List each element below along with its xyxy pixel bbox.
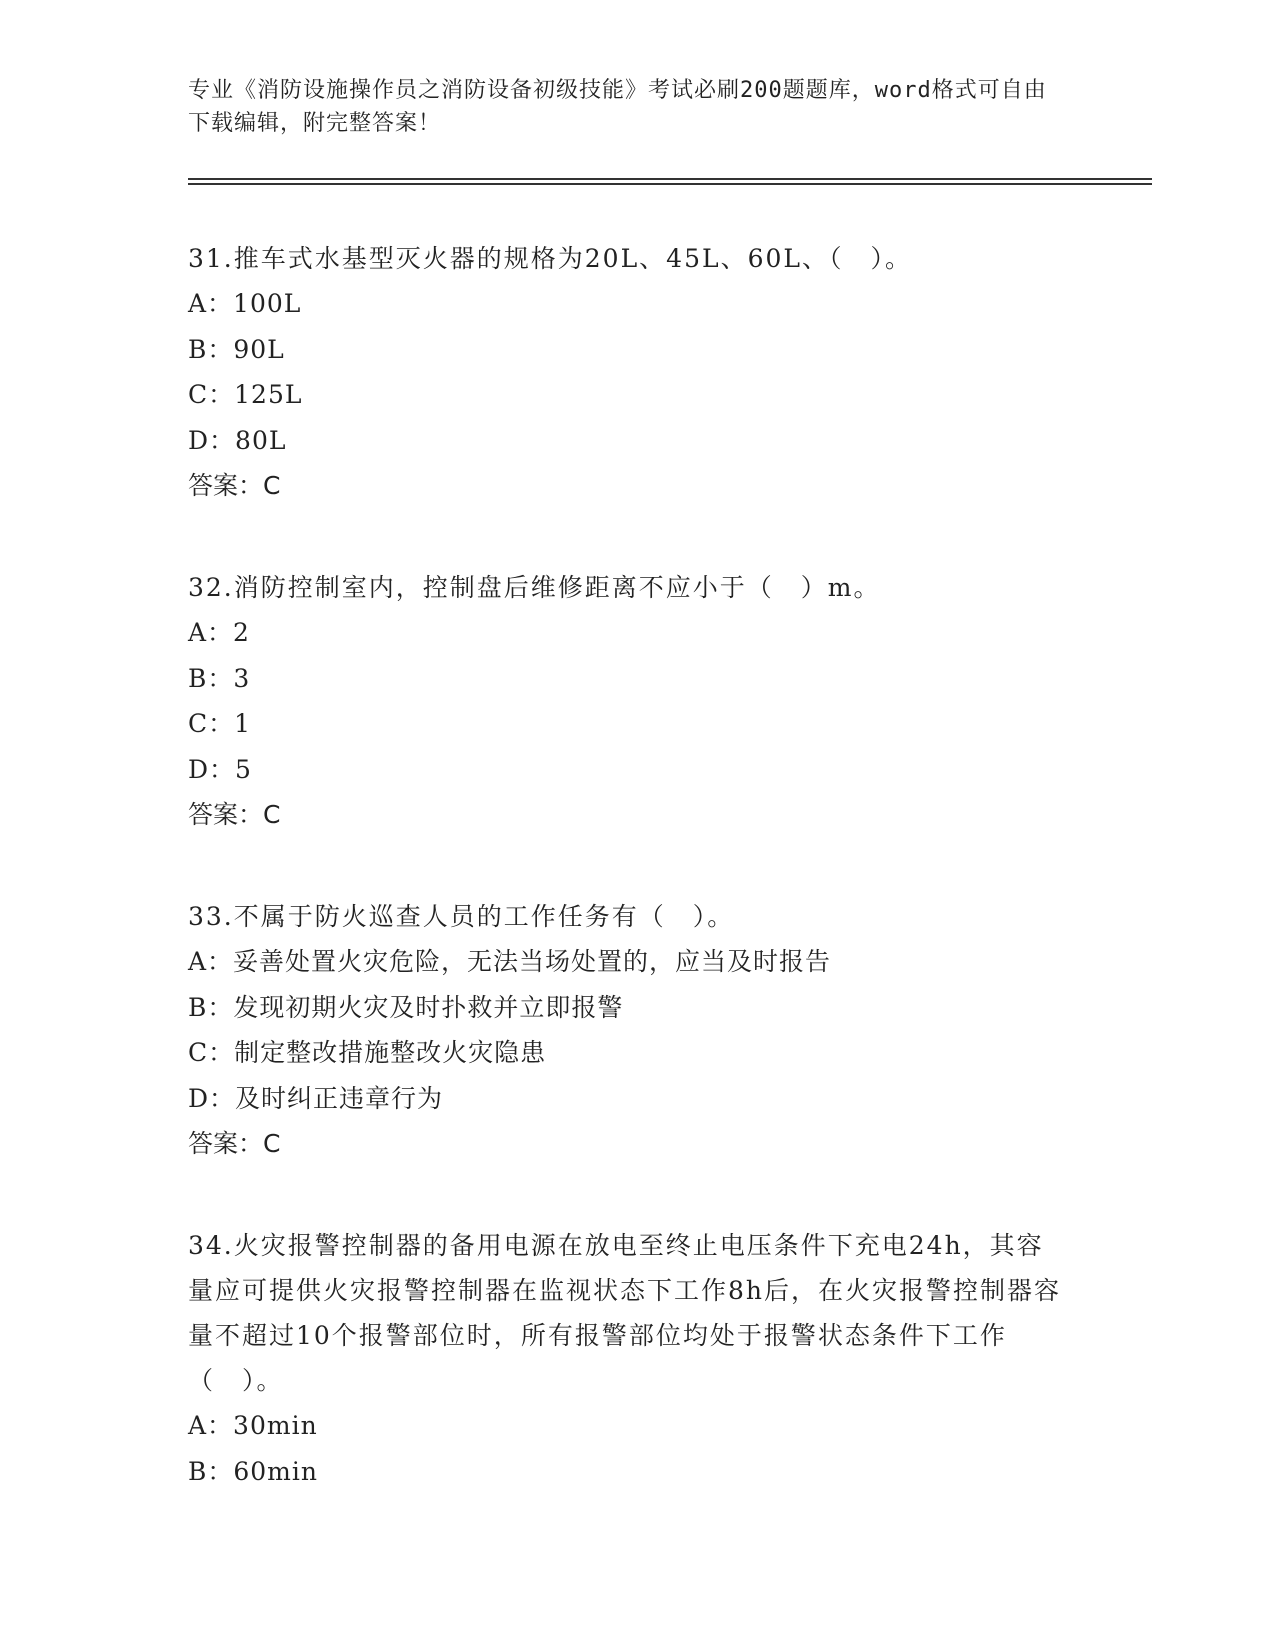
option-b: B：60min (188, 1456, 318, 1486)
question-stem: 31.推车式水基型灭火器的规格为20L、45L、60L、（ ）。 (188, 244, 912, 273)
question-list (188, 236, 1068, 1551)
question-33 (188, 894, 1068, 1166)
header-divider-bottom (188, 183, 1152, 185)
header-divider-top (188, 178, 1152, 180)
option-d: D：80L (188, 425, 287, 455)
option-a: A：2 (188, 618, 250, 647)
question-stem: 33.不属于防火巡查人员的工作任务有（ ）。 (188, 902, 735, 931)
answer: 答案：C (188, 471, 281, 500)
option-b: B：3 (188, 663, 251, 693)
option-d: D：5 (188, 754, 252, 784)
question-32 (188, 565, 1068, 837)
option-b: B：发现初期火灾及时扑救并立即报警 (188, 992, 624, 1022)
option-d: D：及时纠正违章行为 (188, 1083, 444, 1113)
option-c: C：1 (188, 709, 252, 738)
document-intro (188, 74, 1068, 140)
question-34 (188, 1223, 1068, 1494)
question-stem: 34.火灾报警控制器的备用电源在放电至终止电压条件下充电24h，其容量应可提供火灾报警控制器在监视状态下工作8h后，在火灾报警控制器容量不超过10个报警部位时，所有报警部位均处于报警状态条件下工作（ ）。 (188, 1231, 1062, 1395)
option-c: C：125L (188, 380, 303, 409)
answer: 答案：C (188, 800, 281, 829)
answer: 答案：C (188, 1129, 281, 1158)
option-c: C：制定整改措施整改火灾隐患 (188, 1038, 547, 1067)
option-a: A：30min (188, 1411, 318, 1440)
intro-text: 专业《消防设施操作员之消防设备初级技能》考试必刷200题题库，word格式可自由下载编辑，附完整答案！ (188, 78, 1047, 136)
option-a: A：妥善处置火灾危险，无法当场处置的，应当及时报告 (188, 947, 832, 976)
question-stem: 32.消防控制室内，控制盘后维修距离不应小于（ ）m。 (188, 573, 881, 602)
question-31 (188, 236, 1068, 508)
option-b: B：90L (188, 334, 285, 364)
option-a: A：100L (188, 289, 302, 318)
